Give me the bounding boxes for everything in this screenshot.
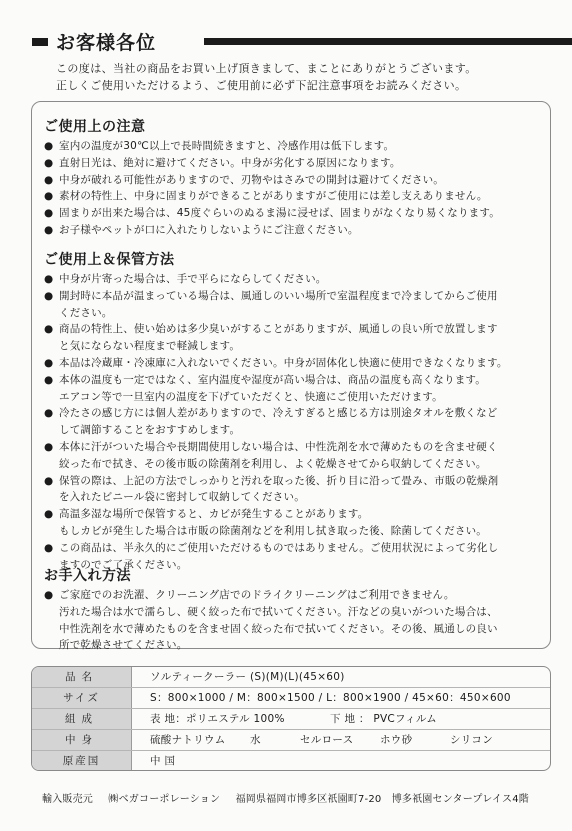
bullet-icon: ● bbox=[44, 190, 54, 203]
title-square-mark bbox=[32, 38, 48, 46]
spec-row bbox=[32, 730, 550, 751]
list-item-continuation: を入れたビニール袋に密封して収納してください。 bbox=[59, 491, 305, 504]
spec-value bbox=[150, 667, 345, 687]
list-item bbox=[44, 188, 549, 205]
list-item-text: 固まりが出来た場合は、45度ぐらいのぬるま湯に浸せば、固まりがなくなり易くなります。 bbox=[59, 207, 500, 220]
page-title: お客様各位 bbox=[56, 32, 157, 54]
list-item bbox=[44, 172, 549, 189]
spec-label: 品名 bbox=[32, 667, 132, 687]
footer-address: 福岡県福岡市博多区祇園町7-20 博多祇園センタープレイス4階 bbox=[235, 794, 529, 805]
list-item bbox=[44, 155, 549, 172]
bullet-icon: ● bbox=[44, 474, 54, 487]
list-item-text: 本体の温度も一定ではなく、室内温度や湿度が高い場合は、商品の温度も高くなります。 bbox=[59, 373, 486, 386]
spec-label: 原産国 bbox=[32, 751, 132, 771]
spec-value-part: セルロース bbox=[300, 734, 354, 746]
list-item-text: 保管の際は、上記の方法でしっかりと汚れを取った後、折り目に沿って畳み、市販の乾燥剤 bbox=[59, 474, 499, 487]
spec-table bbox=[31, 666, 551, 771]
bullet-icon: ● bbox=[44, 173, 54, 186]
spec-row bbox=[32, 667, 550, 688]
spec-value-part: ソルティークーラー (S)(M)(L)(45×60) bbox=[150, 671, 345, 683]
bullet-icon: ● bbox=[44, 223, 54, 236]
list-item-text: 冷たさの感じ方には個人差がありますので、冷えすぎると感じる方は別途タオルを敷くなど bbox=[59, 407, 498, 420]
intro-line: 正しくご使用いただけるよう、ご使用前に必ず下記注意事項をお読みください。 bbox=[56, 79, 467, 92]
list-item bbox=[44, 138, 549, 155]
bullet-icon: ● bbox=[44, 373, 54, 386]
list-item-text: 素材の特性上、中身に固まりができることがありますがご使用には差し支えありません。 bbox=[59, 190, 488, 203]
spec-label: サイズ bbox=[32, 688, 132, 708]
spec-value-part: 水 bbox=[250, 734, 261, 746]
list-item-continuation: ますのでご了承ください。 bbox=[59, 558, 188, 571]
list-item-text: 室内の温度が30℃以上で長時間続きますと、冷感作用は低下します。 bbox=[59, 140, 395, 152]
spec-label: 中身 bbox=[32, 730, 132, 750]
section-title-care: お手入れ方法 bbox=[44, 568, 131, 584]
list-item-continuation: ください。 bbox=[59, 306, 113, 319]
list-item bbox=[44, 321, 549, 338]
footer-role: 輸入販売元 bbox=[42, 794, 93, 805]
list-item bbox=[44, 205, 549, 222]
spec-value bbox=[150, 751, 175, 771]
bullet-icon: ● bbox=[44, 140, 54, 152]
bullet-icon: ● bbox=[44, 541, 54, 554]
bullet-icon: ● bbox=[44, 289, 54, 302]
list-item bbox=[44, 288, 549, 305]
spec-row bbox=[32, 709, 550, 730]
bullet-icon: ● bbox=[44, 156, 54, 169]
bullet-icon: ● bbox=[44, 589, 54, 601]
list-item-text: 中身が片寄った場合は、手で平らにならしてください。 bbox=[59, 273, 327, 285]
footer-company: ㈱ベガコーポレーション bbox=[108, 794, 221, 805]
section-title-usage-notes: ご使用上の注意 bbox=[44, 119, 146, 135]
list-item bbox=[44, 372, 549, 389]
bullet-icon: ● bbox=[44, 508, 54, 521]
list-item-text: 開封時に本品が温まっている場合は、風通しのいい場所で室温程度まで冷ましてからご使用 bbox=[59, 289, 498, 302]
list-item-continuation: もしカビが発生した場合は市販の除菌剤などを利用し拭き取った後、除菌してください。 bbox=[59, 524, 487, 537]
spec-value-part: シリコン bbox=[450, 734, 493, 746]
list-item-continuation: エアコン等で一旦室内の温度を下げていただくと、快適にご使用いただけます。 bbox=[59, 390, 443, 403]
spec-value-part: 硫酸ナトリウム bbox=[150, 734, 226, 746]
list-item bbox=[44, 405, 549, 422]
list-item-continuation: 中性洗剤を水で薄めたものを含ませ固く絞った布で拭いてください。その後、風通しの良い bbox=[59, 622, 498, 635]
list-item bbox=[44, 473, 549, 490]
spec-label: 組成 bbox=[32, 709, 132, 729]
bullet-icon: ● bbox=[44, 407, 54, 420]
list-item bbox=[44, 506, 549, 523]
list-item-continuation: して調節することをおすすめします。 bbox=[59, 424, 241, 437]
spec-value-part: 表 地：ポリエステル 100% bbox=[150, 713, 285, 725]
title-bar bbox=[32, 28, 552, 52]
list-item-text: 高温多湿な場所で保管すると、カビが発生することがあります。 bbox=[59, 508, 369, 521]
spec-row bbox=[32, 688, 550, 709]
spec-value-part: ホウ砂 bbox=[380, 734, 413, 746]
spec-value-part: S：800×1000 / M：800×1500 / L：800×1900 / 45×60：450×600 bbox=[150, 692, 511, 704]
bullet-icon: ● bbox=[44, 273, 54, 285]
bullet-icon: ● bbox=[44, 440, 54, 453]
list-item-text: 商品の特性上、使い始めは多少臭いがすることがありますが、風通しの良い所で放置します bbox=[59, 323, 498, 336]
spec-row bbox=[32, 751, 550, 771]
list-item-text: この商品は、半永久的にご使用いただけるものではありません。ご使用状況によって劣化し bbox=[59, 541, 499, 554]
intro-text bbox=[56, 60, 556, 94]
bullet-icon: ● bbox=[44, 323, 54, 336]
intro-line: この度は、当社の商品をお買い上げ頂きまして、まことにありがとうございます。 bbox=[56, 62, 477, 75]
section-items-usage-notes bbox=[44, 138, 549, 239]
list-item-continuation: 所で乾燥させてください。 bbox=[59, 639, 188, 652]
list-item-text: ご家庭でのお洗濯、クリーニング店でのドライクリーニングはご利用できません。 bbox=[59, 589, 455, 601]
list-item bbox=[44, 355, 549, 372]
section-title-usage-storage: ご使用上＆保管方法 bbox=[44, 252, 175, 268]
bullet-icon: ● bbox=[44, 356, 54, 369]
footer bbox=[42, 790, 562, 805]
list-item bbox=[44, 587, 549, 604]
spec-value-part: 下 地 ： PVCフィルム bbox=[330, 713, 437, 725]
list-item bbox=[44, 540, 549, 557]
title-rule bbox=[204, 38, 572, 45]
spec-value bbox=[150, 688, 511, 708]
list-item-text: 本品は冷蔵庫・冷凍庫に入れないでください。中身が固体化し快適に使用できなくなります。 bbox=[59, 356, 508, 369]
section-items-care bbox=[44, 587, 549, 654]
list-item-continuation: 絞った布で拭き、その後市販の除菌剤を利用し、よく乾燥させてから収納してください。 bbox=[59, 457, 487, 470]
section-items-usage-storage bbox=[44, 271, 549, 573]
list-item bbox=[44, 222, 549, 239]
bullet-icon: ● bbox=[44, 207, 54, 220]
list-item bbox=[44, 271, 549, 288]
list-item-text: お子様やペットが口に入れたりしないようにご注意ください。 bbox=[59, 223, 359, 236]
list-item-text: 本体に汗がついた場合や長期間使用しない場合は、中性洗剤を水で薄めたものを含ませ硬く bbox=[59, 440, 498, 453]
list-item-continuation: と気にならない程度まで軽減します。 bbox=[59, 340, 241, 353]
list-item bbox=[44, 439, 549, 456]
list-item-text: 直射日光は、絶対に避けてください。中身が劣化する原因になります。 bbox=[59, 156, 401, 169]
list-item-text: 中身が破れる可能性がありますので、刃物やはさみでの開封は避けてください。 bbox=[59, 173, 444, 186]
list-item-continuation: 汚れた場合は水で濡らし、硬く絞った布で拭いてください。汗などの臭いがついた場合は、 bbox=[59, 605, 498, 618]
spec-value-part: 中 国 bbox=[150, 755, 176, 767]
